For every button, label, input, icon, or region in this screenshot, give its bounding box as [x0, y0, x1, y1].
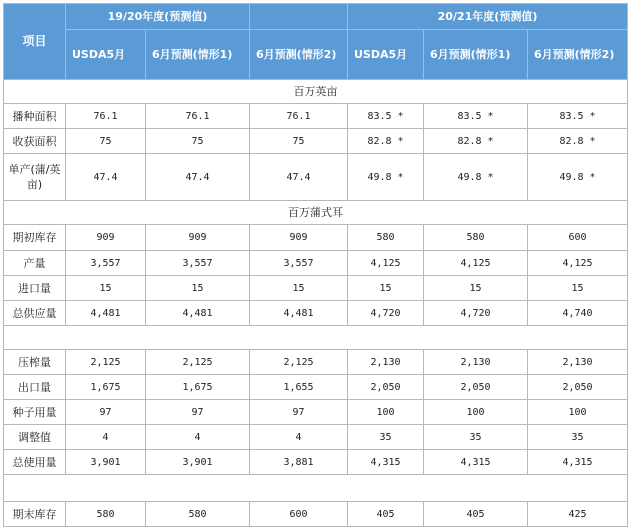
- unit-band-bushels: 百万蒲式耳: [4, 201, 628, 225]
- unit-band-acres: 百万英亩: [4, 80, 628, 104]
- cell-value: 35: [528, 425, 628, 450]
- cell-value: 47.4: [66, 154, 146, 201]
- cell-value: 97: [250, 400, 348, 425]
- cell-value: 2,050: [528, 375, 628, 400]
- cell-value: 82.8 *: [424, 129, 528, 154]
- cell-value: 580: [348, 225, 424, 251]
- cell-value: 4,720: [424, 301, 528, 326]
- cell-value: 15: [528, 276, 628, 301]
- cell-value: 425: [528, 502, 628, 527]
- cell-value: 4: [66, 425, 146, 450]
- cell-value: 49.8 *: [528, 154, 628, 201]
- table-row-exports: [4, 375, 628, 400]
- cell-value: 76.1: [250, 104, 348, 129]
- table-row-total-use: [4, 450, 628, 475]
- cell-value: 15: [66, 276, 146, 301]
- cell-value: 15: [348, 276, 424, 301]
- table-row-planted: [4, 104, 628, 129]
- cell-value: 3,557: [146, 251, 250, 276]
- cell-value: 100: [424, 400, 528, 425]
- row-label: 压榨量: [4, 350, 66, 375]
- cell-value: 2,130: [348, 350, 424, 375]
- cell-value: 4: [250, 425, 348, 450]
- table-row-imports: [4, 276, 628, 301]
- row-label: 出口量: [4, 375, 66, 400]
- cell-value: 3,557: [66, 251, 146, 276]
- cell-value: 4,481: [250, 301, 348, 326]
- cell-value: 4,315: [528, 450, 628, 475]
- header-col-june-s1-2021: 6月预测(情形1): [424, 30, 528, 80]
- table-row-crush: [4, 350, 628, 375]
- cell-value: 4,125: [528, 251, 628, 276]
- cell-value: 75: [66, 129, 146, 154]
- cell-value: 405: [424, 502, 528, 527]
- cell-value: 2,050: [348, 375, 424, 400]
- cell-value: 76.1: [66, 104, 146, 129]
- cell-value: 4,481: [66, 301, 146, 326]
- cell-value: 405: [348, 502, 424, 527]
- cell-value: 2,125: [146, 350, 250, 375]
- table-row-residual: [4, 425, 628, 450]
- cell-value: 3,901: [66, 450, 146, 475]
- cell-value: 580: [146, 502, 250, 527]
- cell-value: 4,740: [528, 301, 628, 326]
- cell-value: 909: [250, 225, 348, 251]
- cell-value: 4,315: [424, 450, 528, 475]
- header-col-june-s2-2021: 6月预测(情形2): [528, 30, 628, 80]
- cell-value: 2,130: [528, 350, 628, 375]
- cell-value: 97: [66, 400, 146, 425]
- row-label: 调整值: [4, 425, 66, 450]
- cell-value: 580: [66, 502, 146, 527]
- table-row-yield: [4, 154, 628, 201]
- cell-value: 600: [250, 502, 348, 527]
- row-label: 期末库存: [4, 502, 66, 527]
- cell-value: 3,901: [146, 450, 250, 475]
- table-row-beginning-stocks: [4, 225, 628, 251]
- header-col-usda-may-2021: USDA5月: [348, 30, 424, 80]
- cell-value: 4,481: [146, 301, 250, 326]
- cell-value: 15: [250, 276, 348, 301]
- cell-value: 4: [146, 425, 250, 450]
- cell-value: 4,720: [348, 301, 424, 326]
- cell-value: 35: [348, 425, 424, 450]
- table-row-production: [4, 251, 628, 276]
- cell-value: 82.8 *: [348, 129, 424, 154]
- header-blank-cell: [250, 4, 348, 30]
- cell-value: 49.8 *: [424, 154, 528, 201]
- table-row-ending-stocks: [4, 502, 628, 527]
- cell-value: 2,050: [424, 375, 528, 400]
- cell-value: 15: [424, 276, 528, 301]
- row-label: 种子用量: [4, 400, 66, 425]
- cell-value: 2,125: [250, 350, 348, 375]
- cell-value: 2,130: [424, 350, 528, 375]
- header-item: 项目: [4, 4, 66, 80]
- cell-value: 909: [66, 225, 146, 251]
- cell-value: 4,125: [424, 251, 528, 276]
- cell-value: 83.5 *: [348, 104, 424, 129]
- header-col-usda-may-1920: USDA5月: [66, 30, 146, 80]
- cell-value: 75: [146, 129, 250, 154]
- cell-value: 580: [424, 225, 528, 251]
- cell-value: 4,125: [348, 251, 424, 276]
- cell-value: 2,125: [66, 350, 146, 375]
- table-row-seed: [4, 400, 628, 425]
- cell-value: 100: [348, 400, 424, 425]
- cell-value: 3,557: [250, 251, 348, 276]
- cell-value: 97: [146, 400, 250, 425]
- cell-value: 49.8 *: [348, 154, 424, 201]
- cell-value: 35: [424, 425, 528, 450]
- cell-value: 83.5 *: [528, 104, 628, 129]
- cell-value: 83.5 *: [424, 104, 528, 129]
- table-row-total-supply: [4, 301, 628, 326]
- table-row-spacer: [4, 326, 628, 350]
- cell-value: 4,315: [348, 450, 424, 475]
- row-label: 产量: [4, 251, 66, 276]
- cell-value: 3,881: [250, 450, 348, 475]
- table-row-spacer: [4, 475, 628, 502]
- cell-value: 909: [146, 225, 250, 251]
- soybean-balance-table: [3, 3, 628, 527]
- table-row-harvested: [4, 129, 628, 154]
- cell-value: 15: [146, 276, 250, 301]
- header-col-june-s1-1920: 6月预测(情形1): [146, 30, 250, 80]
- row-label: 收获面积: [4, 129, 66, 154]
- row-label: 单产(蒲/英亩): [4, 154, 66, 201]
- cell-value: 76.1: [146, 104, 250, 129]
- header-year-1920: 19/20年度(预测值): [66, 4, 250, 30]
- cell-value: 1,675: [66, 375, 146, 400]
- header-col-june-s2-1920: 6月预测(情形2): [250, 30, 348, 80]
- cell-value: 75: [250, 129, 348, 154]
- cell-value: 100: [528, 400, 628, 425]
- row-label: 总供应量: [4, 301, 66, 326]
- cell-value: 47.4: [250, 154, 348, 201]
- spacer-cell: [4, 475, 628, 502]
- spacer-cell: [4, 326, 628, 350]
- row-label: 总使用量: [4, 450, 66, 475]
- row-label: 期初库存: [4, 225, 66, 251]
- cell-value: 82.8 *: [528, 129, 628, 154]
- row-label: 进口量: [4, 276, 66, 301]
- cell-value: 1,675: [146, 375, 250, 400]
- cell-value: 600: [528, 225, 628, 251]
- header-year-2021: 20/21年度(预测值): [348, 4, 628, 30]
- cell-value: 1,655: [250, 375, 348, 400]
- row-label: 播种面积: [4, 104, 66, 129]
- cell-value: 47.4: [146, 154, 250, 201]
